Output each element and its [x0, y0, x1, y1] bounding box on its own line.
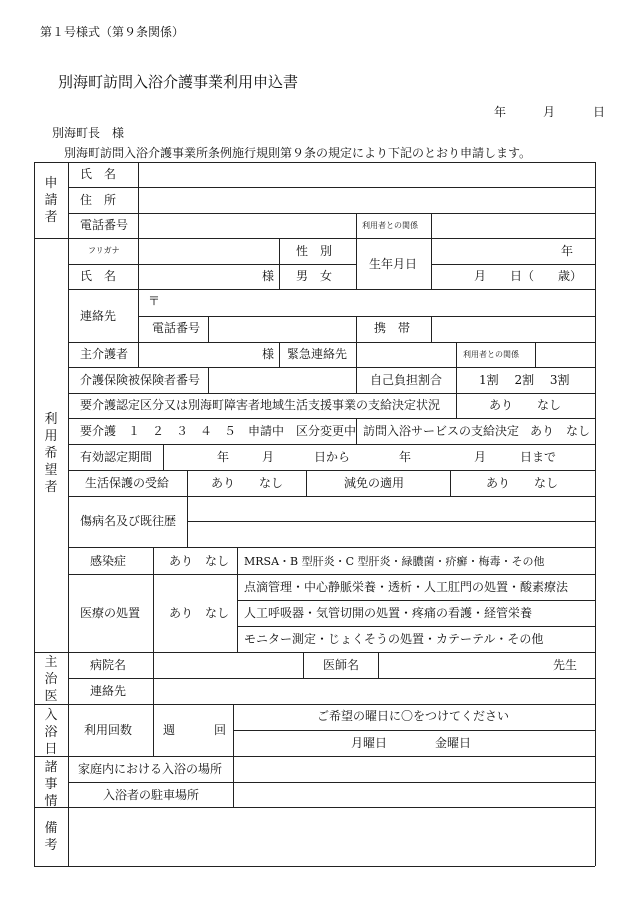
section-column-line — [68, 162, 69, 866]
section-label-remarks: 備考 — [44, 821, 58, 853]
weekday-instruction: ご希望の曜日に〇をつけてください — [317, 709, 510, 723]
bath-service-label: 訪問入浴サービスの支給決定 — [363, 424, 520, 438]
col-line — [356, 213, 357, 238]
insured-number-label: 介護保険被保険者番号 — [80, 373, 201, 387]
sex-label: 性 別 — [296, 244, 333, 258]
medical-options[interactable]: あり なし — [169, 606, 230, 620]
col-line — [279, 238, 280, 289]
parking-field[interactable] — [235, 784, 594, 806]
row-line — [68, 496, 595, 497]
row-line — [68, 678, 595, 679]
caregiver-label: 主介護者 — [80, 347, 129, 361]
section-label-doctor: 主治医 — [44, 655, 58, 704]
emergency-field[interactable] — [358, 344, 455, 366]
section-line — [34, 704, 595, 705]
user-address-field[interactable] — [162, 291, 594, 315]
form-number: 第１号様式（第９条関係） — [40, 25, 185, 39]
birthdate-label: 生年月日 — [369, 257, 418, 271]
row-line — [68, 574, 595, 575]
date-day-label: 日 — [593, 105, 606, 119]
copay-options[interactable]: 1割 2割 3割 — [479, 373, 570, 387]
row-line — [68, 418, 595, 419]
col-line — [456, 393, 457, 418]
section-line — [34, 756, 595, 757]
col-line — [356, 342, 357, 367]
applicant-relation-label: 利用者との関係 — [362, 221, 418, 230]
col-line — [153, 652, 154, 704]
times-label: 回 — [214, 723, 227, 737]
period-from-month: 月 — [262, 450, 275, 464]
col-line — [208, 316, 209, 342]
user-relation-label: 利用者との関係 — [463, 350, 519, 359]
applicant-name-label: 氏 名 — [80, 167, 117, 181]
row-line — [68, 342, 595, 343]
col-line — [356, 316, 357, 342]
bath-service-options[interactable]: あり なし — [530, 424, 591, 438]
col-line — [233, 756, 234, 807]
col-line — [138, 289, 139, 342]
col-line — [279, 342, 280, 367]
col-line — [187, 496, 188, 547]
disease-history-field-2[interactable] — [189, 523, 594, 546]
row-line — [68, 444, 595, 445]
insured-number-field[interactable] — [210, 369, 355, 392]
row-line — [68, 187, 595, 188]
period-to-day: 日まで — [520, 450, 557, 464]
period-to-year: 年 — [399, 450, 412, 464]
col-line — [306, 470, 307, 496]
medical-line-2[interactable]: 人工呼吸器・気管切開の処置・疼痛の看護・経管栄養 — [244, 606, 533, 620]
hospital-field[interactable] — [155, 654, 302, 677]
col-line — [356, 238, 357, 289]
applicant-name-field[interactable] — [140, 164, 594, 186]
applicant-phone-field[interactable] — [140, 215, 355, 237]
emergency-label: 緊急連絡先 — [287, 347, 348, 361]
doctor-name-field[interactable] — [380, 654, 540, 677]
mobile-label: 携 帯 — [374, 321, 411, 335]
period-to-month: 月 — [474, 450, 487, 464]
week-label: 週 — [163, 723, 176, 737]
col-line — [356, 418, 357, 444]
section-label-applicant: 申請者 — [44, 176, 58, 225]
row-line — [237, 626, 595, 627]
user-sama: 様 — [262, 269, 275, 283]
furigana-field[interactable] — [140, 240, 278, 263]
col-line — [535, 342, 536, 367]
doctor-contact-label: 連絡先 — [90, 684, 127, 698]
col-line — [450, 470, 451, 496]
col-line — [237, 547, 238, 652]
applicant-address-label: 住 所 — [80, 193, 117, 207]
exemption-options[interactable]: あり なし — [486, 476, 559, 490]
col-line — [456, 367, 457, 393]
exemption-label: 減免の適用 — [344, 476, 405, 490]
caregiver-field[interactable] — [140, 344, 258, 366]
medical-line-3[interactable]: モニター測定・じょくそうの処置・カテーテル・その他 — [244, 632, 544, 646]
section-label-user: 利用希望者 — [44, 412, 58, 495]
birth-month-day-age: 月 日（ 歳） — [474, 269, 583, 283]
home-bath-place-label: 家庭内における入浴の場所 — [78, 762, 223, 776]
contact-label: 連絡先 — [80, 309, 117, 323]
row-line — [68, 393, 595, 394]
col-line — [138, 342, 139, 367]
infection-label: 感染症 — [90, 554, 127, 568]
row-line — [68, 367, 595, 368]
copay-label: 自己負担割合 — [370, 373, 443, 387]
col-line — [431, 213, 432, 238]
date-year-label: 年 — [494, 105, 507, 119]
sensei-label: 先生 — [553, 658, 578, 672]
row-line — [68, 470, 595, 471]
row-line — [237, 600, 595, 601]
section-label-misc: 諸事情 — [44, 760, 58, 809]
col-line — [431, 316, 432, 342]
col-line — [138, 162, 139, 238]
disease-history-field-1[interactable] — [189, 498, 594, 520]
applicant-address-field[interactable] — [140, 189, 594, 212]
weekday-options[interactable]: 月曜日 金曜日 — [351, 736, 472, 750]
parking-label: 入浴者の駐車場所 — [103, 788, 200, 802]
col-line — [233, 704, 234, 756]
user-name-label: 氏 名 — [80, 269, 117, 283]
applicant-phone-label: 電話番号 — [80, 218, 129, 232]
row-line — [138, 316, 595, 317]
row-line — [431, 264, 595, 265]
caregiver-sama: 様 — [262, 347, 275, 361]
frequency-label: 利用回数 — [84, 723, 133, 737]
frequency-field[interactable] — [178, 710, 208, 750]
remarks-field[interactable] — [70, 809, 594, 865]
certification-question: 要介護認定区分又は別海町障害者地域生活支援事業の支給決定状況 — [80, 398, 441, 412]
addressee: 別海町長 様 — [52, 126, 125, 140]
border-left — [34, 162, 35, 866]
border-bottom — [34, 866, 595, 867]
period-from-year: 年 — [217, 450, 230, 464]
section-line — [34, 807, 595, 808]
hospital-label: 病院名 — [90, 658, 127, 672]
birth-year-label: 年 — [561, 244, 574, 258]
doctor-contact-field[interactable] — [155, 680, 594, 703]
row-line — [68, 264, 356, 265]
border-top — [34, 162, 595, 163]
col-line — [378, 652, 379, 678]
home-bath-place-field[interactable] — [235, 758, 594, 781]
period-from-day: 日から — [314, 450, 351, 464]
valid-period-label: 有効認定期間 — [80, 450, 153, 464]
col-line — [153, 547, 154, 652]
row-line — [233, 730, 595, 731]
mobile-field[interactable] — [433, 318, 594, 341]
postal-mark: 〒 — [148, 294, 161, 308]
welfare-label: 生活保護の受給 — [85, 476, 170, 490]
infection-options[interactable]: あり なし — [169, 554, 230, 568]
declaration-text: 別海町訪問入浴介護事業所条例施行規則第９条の規定により下記のとおり申請します。 — [64, 146, 532, 160]
date-month-label: 月 — [543, 105, 556, 119]
section-line — [34, 652, 595, 653]
medical-line-1[interactable]: 点滴管理・中心静脈栄養・透析・人工肛門の処置・酸素療法 — [244, 580, 569, 594]
col-line — [456, 342, 457, 367]
col-line — [153, 704, 154, 756]
row-line — [68, 213, 595, 214]
section-label-bathing: 入浴日 — [44, 708, 58, 757]
col-line — [303, 652, 304, 678]
furigana-label: フリガナ — [88, 246, 120, 255]
doctor-name-label: 医師名 — [323, 658, 360, 672]
infection-list[interactable]: MRSA・B 型肝炎・C 型肝炎・緑膿菌・疥癬・梅毒・その他 — [244, 555, 545, 568]
page-title: 別海町訪問入浴介護事業利用申込書 — [58, 73, 299, 91]
welfare-options[interactable]: あり なし — [211, 476, 284, 490]
col-line — [187, 470, 188, 496]
user-name-field[interactable] — [140, 266, 260, 288]
row-line — [68, 289, 595, 290]
row-line — [68, 547, 595, 548]
sex-options[interactable]: 男 女 — [296, 269, 333, 283]
row-line — [68, 782, 595, 783]
user-relation-field[interactable] — [537, 344, 594, 366]
disease-history-label: 傷病名及び既往歴 — [80, 514, 177, 528]
certification-options[interactable]: あり なし — [489, 398, 562, 412]
col-line — [356, 367, 357, 393]
col-line — [138, 238, 139, 289]
user-phone-label: 電話番号 — [152, 321, 201, 335]
col-line — [163, 444, 164, 470]
row-line — [187, 521, 595, 522]
border-right — [595, 162, 596, 866]
user-phone-field[interactable] — [210, 318, 355, 341]
col-line — [208, 367, 209, 393]
section-line — [34, 238, 595, 239]
col-line — [431, 238, 432, 289]
applicant-relation-field[interactable] — [433, 215, 594, 237]
care-level-options[interactable]: 要介護 １ ２ ３ ４ ５ 申請中 区分変更中 — [80, 424, 357, 438]
medical-label: 医療の処置 — [80, 606, 141, 620]
